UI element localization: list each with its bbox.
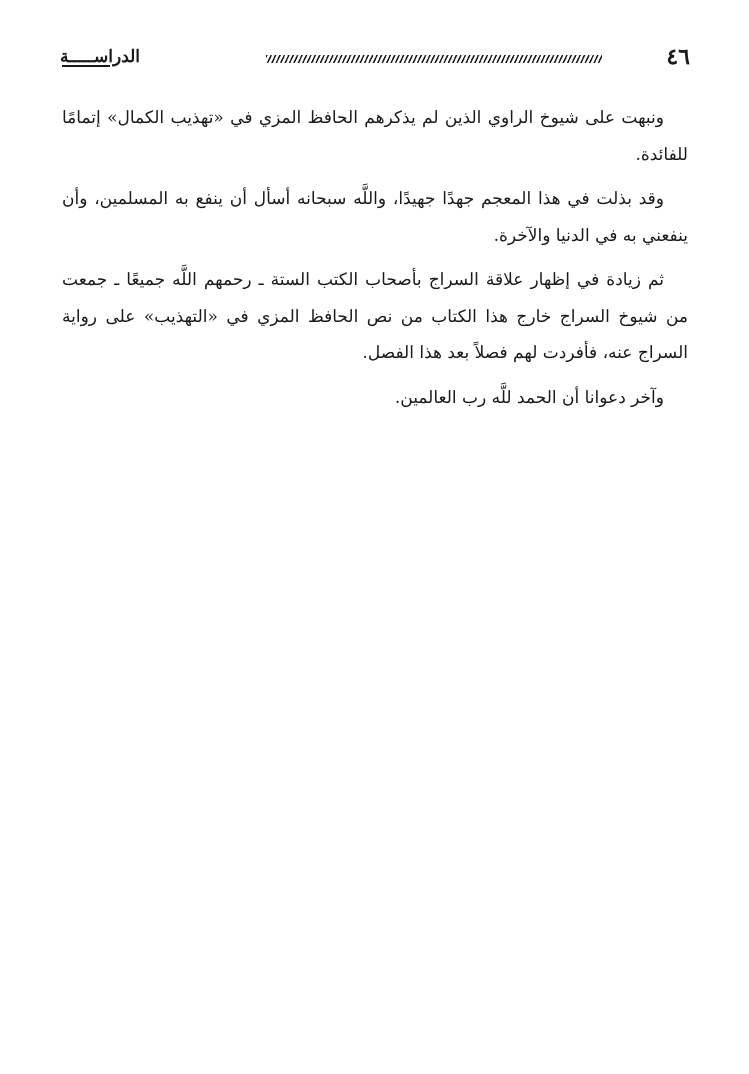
running-title: الدراســـــة	[60, 44, 140, 70]
body-text	[62, 100, 688, 424]
page-number: ٤٦	[666, 44, 690, 70]
paragraph: ونبهت على شيوخ الراوي الذين لم يذكرهم الحافظ المزي في «تهذيب الكمال» إتمامًا للفائدة.	[62, 108, 688, 165]
paragraph: وآخر دعوانا أن الحمد للَّه رب العالمين.	[394, 387, 664, 408]
header-ornamental-rule	[266, 55, 602, 63]
paragraph: ثم زيادة في إظهار علاقة السراج بأصحاب الكتب الستة ـ رحمهم اللَّه جميعًا ـ جمعت من شيوخ السراج خارج هذا الكتاب من نص الحافظ المزي في «التهذيب» على رواية السراج عنه، فأفردت لهم فصلاً بعد هذا الفصل.	[62, 270, 688, 363]
paragraph: وقد بذلت في هذا المعجم جهدًا جهيدًا، واللَّه سبحانه أسأل أن ينفع به المسلمين، وأن ينفعني به في الدنيا والآخرة.	[62, 189, 688, 246]
page-header	[60, 44, 690, 74]
